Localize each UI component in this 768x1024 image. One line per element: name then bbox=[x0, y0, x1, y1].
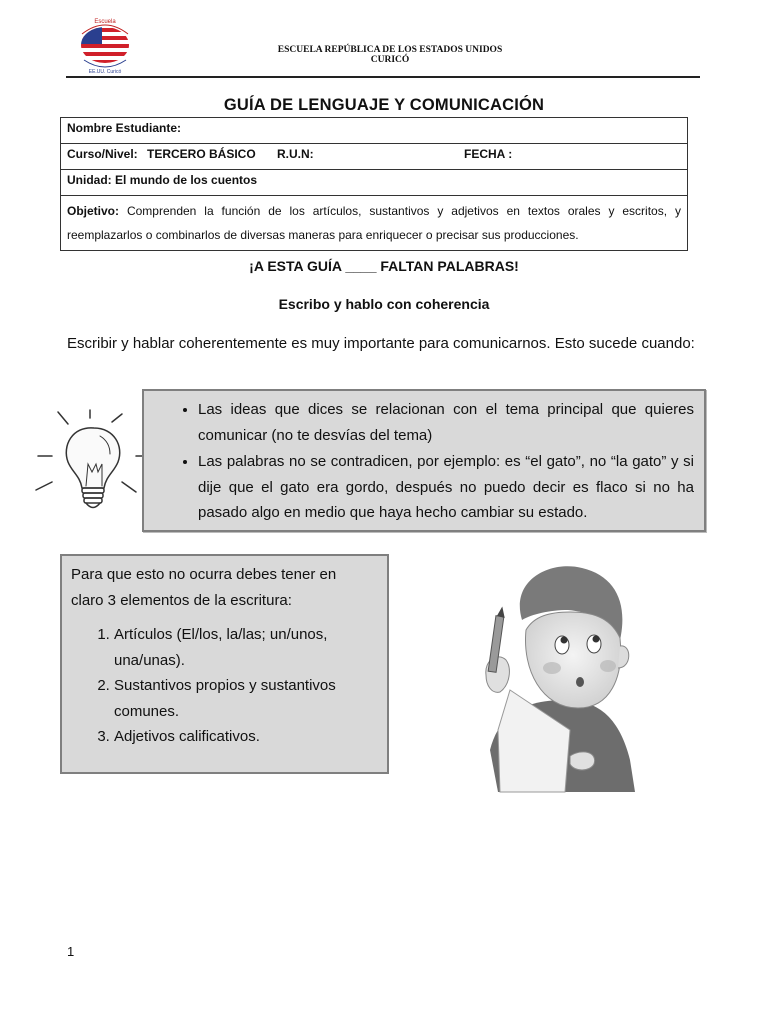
course-label: Curso/Nivel: bbox=[67, 147, 138, 161]
writing-elements-box bbox=[60, 554, 389, 774]
document-title: GUÍA DE LENGUAJE Y COMUNICACIÓN bbox=[223, 96, 545, 114]
lightbulb-icon bbox=[32, 406, 154, 524]
writing-elements-lead: Para que esto no ocurra debes tener en claro 3 elementos de la escritura: bbox=[71, 566, 337, 609]
list-item: • Las palabras no se contradicen, por ejemplo: es “el gato”, no “la gato” y si dije que el gato era gordo, después no puedo decir es flaco si no ha pasado algo en medio que haya hecho cambiar su estado. bbox=[198, 449, 694, 526]
school-logo bbox=[76, 14, 134, 76]
list-item: • Las ideas que dices se relacionan con el tema principal que quieres comunicar (no te desvías del tema) bbox=[198, 397, 694, 448]
coherence-conditions-box bbox=[142, 389, 706, 532]
header-divider bbox=[66, 76, 700, 78]
school-header bbox=[200, 45, 580, 65]
unit-label: Unidad: bbox=[67, 173, 112, 187]
course-value: TERCERO BÁSICO bbox=[147, 147, 256, 161]
date-label: FECHA : bbox=[464, 147, 513, 161]
list-item: 3. Adjetivos calificativos. bbox=[114, 724, 384, 750]
missing-words-heading: ¡A ESTA GUÍA ____ FALTAN PALABRAS! bbox=[249, 258, 519, 274]
intro-paragraph: Escribir y hablar coherentemente es muy importante para comunicarnos. Esto sucede cuando: bbox=[67, 335, 695, 352]
objective-label: Objetivo: bbox=[67, 204, 120, 218]
school-city: CURICÓ bbox=[370, 55, 410, 65]
thinking-boy-illustration bbox=[470, 560, 645, 795]
coherence-heading: Escribo y hablo con coherencia bbox=[278, 296, 490, 312]
course-row bbox=[61, 144, 688, 170]
school-name: ESCUELA REPÚBLICA DE LOS ESTADOS UNIDOS bbox=[277, 45, 503, 55]
run-label: R.U.N: bbox=[277, 147, 314, 161]
student-name-row bbox=[61, 118, 688, 144]
writing-elements-list bbox=[62, 622, 384, 750]
unit-value: El mundo de los cuentos bbox=[115, 173, 258, 187]
list-item: 1. Artículos (El/los, la/las; un/unos, una/unas). bbox=[114, 622, 384, 673]
student-info-table bbox=[60, 117, 688, 251]
list-item: 2. Sustantivos propios y sustantivos comunes. bbox=[114, 673, 384, 724]
page-number: 1 bbox=[67, 944, 75, 959]
logo-text-bottom: EE.UU. Curicó bbox=[88, 69, 122, 75]
objective-text: Comprenden la función de los artículos, sustantivos y adjetivos en textos orales y escritos, y reemplazarlos o combinarlos de diversas maneras para enriquecer o precisar sus producciones. bbox=[67, 204, 682, 242]
student-name-label: Nombre Estudiante: bbox=[67, 121, 182, 135]
unit-row bbox=[61, 170, 688, 196]
coherence-list bbox=[144, 391, 704, 526]
logo-text-top: Escuela bbox=[94, 19, 116, 25]
objective-row bbox=[61, 196, 688, 251]
